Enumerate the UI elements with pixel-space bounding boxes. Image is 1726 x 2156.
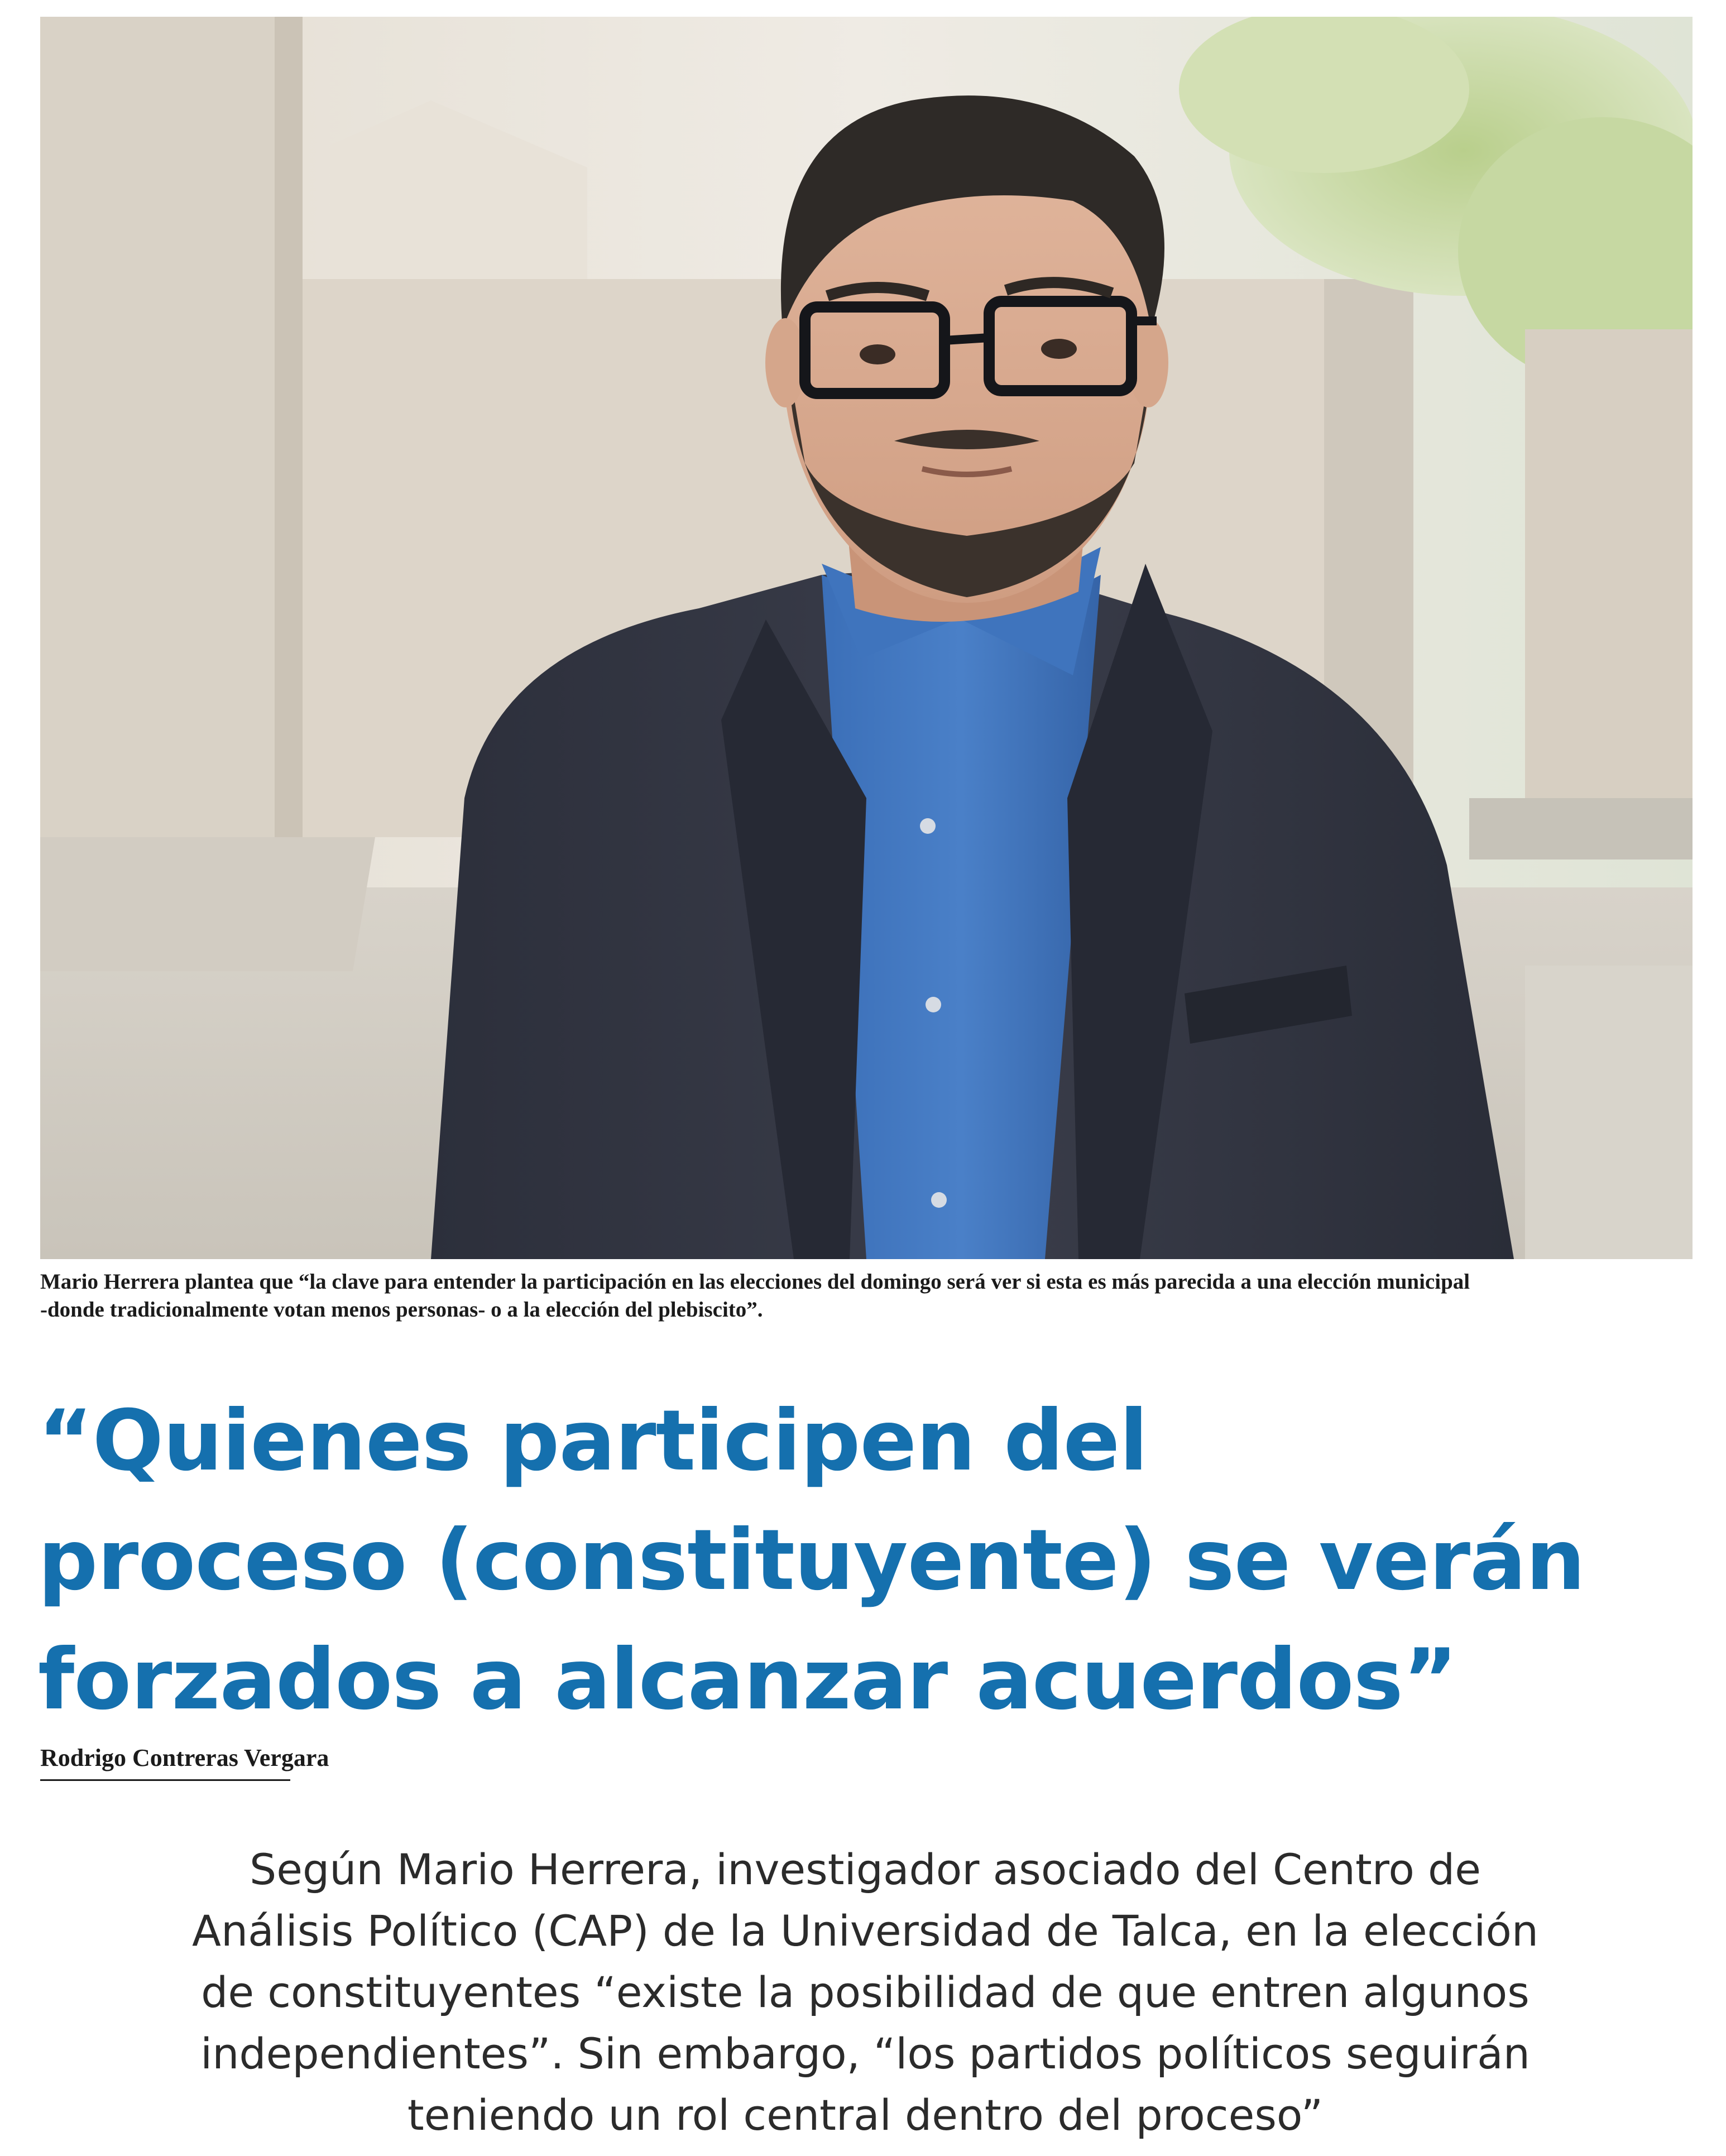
lead-line-1: Según Mario Herrera, investigador asociado del Centro de	[249, 1845, 1481, 1894]
byline-author: Rodrigo Contreras Vergara	[40, 1744, 329, 1771]
headline	[38, 1381, 1707, 1740]
portrait-photo	[40, 17, 1693, 1259]
caption-line-2: -donde tradicionalmente votan menos personas- o a la elección del plebiscito”.	[40, 1298, 763, 1322]
caption-line-1: Mario Herrera plantea que “la clave para entender la participación en las elecciones del domingo será ver si esta es más parecida a una elección municipal	[40, 1270, 1470, 1294]
portrait-illustration	[40, 17, 1693, 1259]
photo-caption	[40, 1268, 1693, 1324]
lead-line-5: teniendo un rol central dentro del proceso”	[407, 2090, 1324, 2140]
lead-line-4: independientes”. Sin embargo, “los partidos políticos seguirán	[200, 2029, 1530, 2078]
headline-line-1: “Quienes participen del	[38, 1392, 1148, 1490]
headline-line-2: proceso (constituyente) se verán	[38, 1512, 1585, 1609]
headline-line-3: forzados a alcanzar acuerdos”	[38, 1631, 1457, 1728]
lead-line-3: de constituyentes “existe la posibilidad de que entren algunos	[201, 1967, 1530, 2017]
lead-line-2: Análisis Político (CAP) de la Universidad de Talca, en la elección	[191, 1906, 1539, 1956]
byline-divider	[40, 1779, 290, 1781]
lead-paragraph	[84, 1839, 1647, 2146]
